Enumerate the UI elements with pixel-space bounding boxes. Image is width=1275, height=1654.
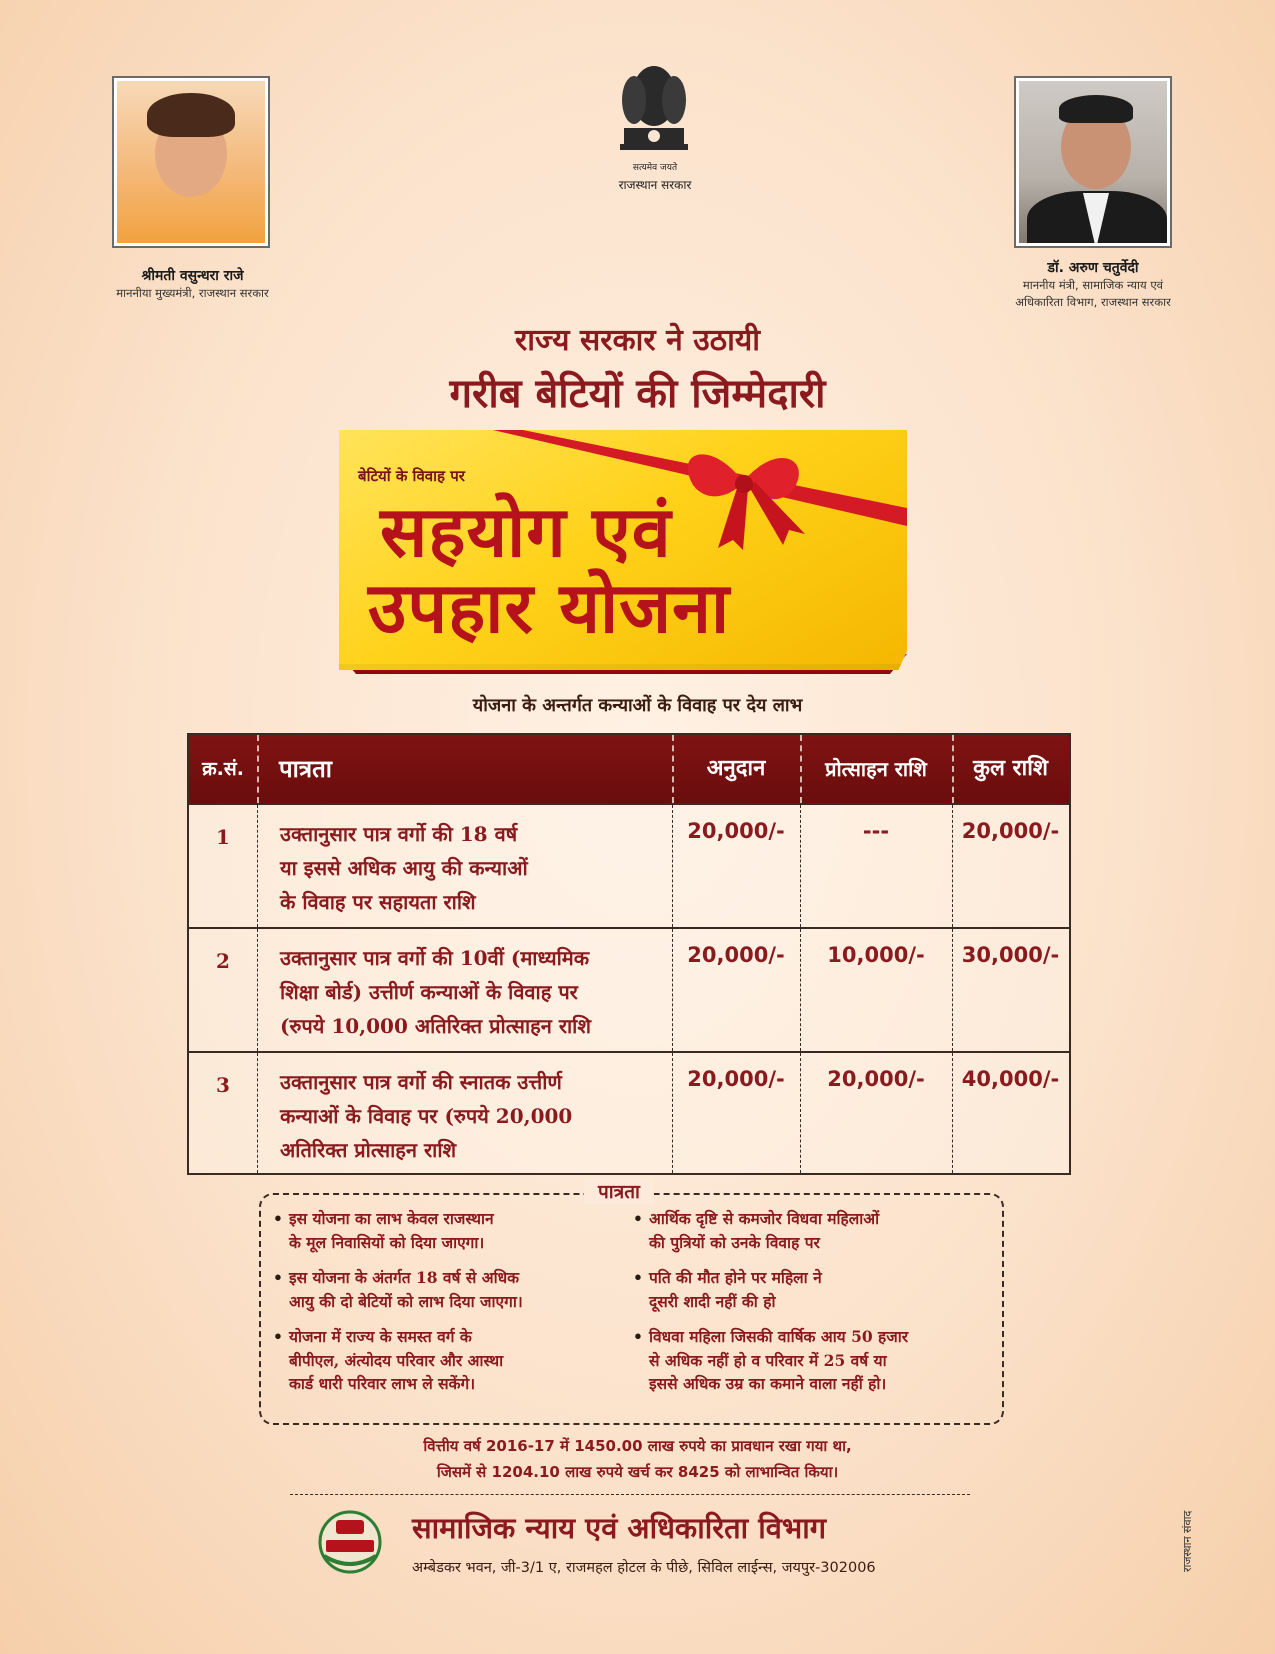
right-person-designation-1: माननीय मंत्री, सामाजिक न्याय एवं [1022,278,1164,292]
vertical-credit [1180,1480,1200,1580]
vertical-credit-text: राजस्थान संवाद [1181,1510,1194,1572]
left-person-caption [80,266,305,302]
list-item-line: इससे अधिक उम्र का कमाने वाला नहीं हो। [649,1374,887,1393]
list-item-line: के मूल निवासियों को दिया जाएगा। [289,1232,485,1252]
row-incentive: 10,000/- [827,943,925,967]
headline-line-1: राज्य सरकार ने उठायी [514,323,761,358]
eligibility-box [259,1193,1004,1425]
table-row [189,803,1069,927]
row-sno: 1 [216,825,230,849]
list-item-line: आयु की दो बेटियों को लाभ दिया जाएगा। [289,1291,523,1311]
ashoka-emblem-icon [614,56,694,162]
list-item-line: बीपीएल, अंत्योदय परिवार और आस्था [289,1350,504,1370]
scheme-subtitle: योजना के अन्तर्गत कन्याओं के विवाह पर देय लाभ [472,695,803,716]
header-total: कुल राशि [973,756,1048,781]
banner-subtitle: बेटियों के विवाह पर [358,467,465,485]
chief-minister-photo [112,76,270,248]
list-item-line: पति की मौत होने पर महिला ने [649,1268,822,1287]
row-total: 40,000/- [961,1067,1060,1091]
table-row [189,927,1069,1051]
row-grant: 20,000/- [687,1067,785,1091]
row-eligibility-line: उक्तानुसार पात्र वर्गो की 18 वर्ष [280,822,518,846]
budget-line-2: जिसमें से 1204.10 लाख रुपये खर्च कर 8425 को लाभान्वित किया। [436,1463,839,1481]
row-total: 20,000/- [961,819,1060,843]
header-sno: क्र.सं. [202,758,244,780]
row-eligibility [280,941,670,1043]
row-eligibility [280,817,670,919]
row-sno: 2 [216,949,230,973]
table-header [189,735,1069,803]
government-name: राजस्थान सरकार [618,178,692,192]
banner-title-line-2: उपहार योजना [368,567,731,649]
emblem-caption [560,160,750,193]
left-person-name: श्रीमती वसुन्धरा राजे [141,268,244,284]
eligibility-left-list [273,1207,613,1408]
list-item-line: योजना में राज्य के समस्त वर्ग के [289,1327,472,1346]
list-item: • आर्थिक दृष्टि से कमजोर विधवा महिलाओं की पुत्रियों को उनके विवाह पर [633,1207,993,1254]
right-person-designation-2: अधिकारिता विभाग, राजस्थान सरकार [1015,295,1171,309]
right-person-name: डॉ. अरुण चतुर्वेदी [1047,260,1139,276]
benefits-table [187,733,1071,1175]
list-item: • योजना में राज्य के समस्त वर्ग के बीपीएल, अंत्योदय परिवार और आस्था कार्ड धारी परिवार लाभ ले सकेंगे। [273,1325,613,1396]
row-eligibility-line: (रुपये 10,000 अतिरिक्त प्रोत्साहन राशि [280,1014,591,1038]
emblem-motto: सत्यमेव जयते [632,163,678,173]
list-item-line: की पुत्रियों को उनके विवाह पर [649,1232,820,1252]
list-item: • विधवा महिला जिसकी वार्षिक आय 50 हजार से अधिक नहीं हो व परिवार में 25 वर्ष या इससे अधिक उम्र का कमाने वाला नहीं हो। [633,1325,993,1396]
right-person-caption [962,258,1224,311]
row-eligibility-line: या इससे अधिक आयु की कन्याओं [280,856,528,880]
row-eligibility-line: उक्तानुसार पात्र वर्गो की स्नातक उत्तीर्ण [280,1070,562,1094]
row-eligibility-line: कन्याओं के विवाह पर (रुपये 20,000 [280,1104,573,1128]
list-item-line: इस योजना के अंतर्गत 18 वर्ष से अधिक [289,1268,520,1287]
list-item-line: विधवा महिला जिसकी वार्षिक आय 50 हजार [649,1327,909,1346]
department-logo-icon [318,1510,382,1574]
list-item: • इस योजना का लाभ केवल राजस्थान के मूल निवासियों को दिया जाएगा। [273,1207,613,1254]
row-grant: 20,000/- [687,819,785,843]
header-incentive: प्रोत्साहन राशि [825,757,927,781]
table-row [189,1051,1069,1173]
row-total: 30,000/- [961,943,1060,967]
list-item-line: इस योजना का लाभ केवल राजस्थान [289,1209,494,1228]
list-item-line: से अधिक नहीं हो व परिवार में 25 वर्ष या [649,1350,887,1370]
row-incentive: --- [862,819,890,843]
department-name: सामाजिक न्याय एवं अधिकारिता विभाग [412,1511,827,1545]
banner-title-line-1: सहयोग एवं [380,491,672,573]
row-sno: 3 [216,1073,230,1097]
list-item: • इस योजना के अंतर्गत 18 वर्ष से अधिक आयु की दो बेटियों को लाभ दिया जाएगा। [273,1266,613,1313]
footer-divider [290,1494,970,1495]
eligibility-title: पात्रता [584,1178,654,1204]
minister-photo [1014,76,1172,248]
headline-line-2: गरीब बेटियों की जिम्मेदारी [449,371,826,417]
row-eligibility [280,1065,670,1167]
list-item-line: दूसरी शादी नहीं की हो [649,1291,776,1311]
list-item: • पति की मौत होने पर महिला ने दूसरी शादी नहीं की हो [633,1266,993,1313]
row-eligibility-line: अतिरिक्त प्रोत्साहन राशि [280,1138,457,1162]
row-eligibility-line: के विवाह पर सहायता राशि [280,890,476,914]
row-grant: 20,000/- [687,943,785,967]
list-item-line: कार्ड धारी परिवार लाभ ले सकेंगे। [289,1374,476,1393]
list-item-line: आर्थिक दृष्टि से कमजोर विधवा महिलाओं [649,1209,880,1228]
eligibility-right-list [633,1207,993,1408]
header-grant: अनुदान [706,756,766,781]
row-eligibility-line: शिक्षा बोर्ड) उत्तीर्ण कन्याओं के विवाह पर [280,980,578,1004]
department-address: अम्बेडकर भवन, जी-3/1 ए, राजमहल होटल के पीछे, सिविल लाईन्स, जयपुर-302006 [412,1560,876,1576]
row-eligibility-line: उक्तानुसार पात्र वर्गो की 10वीं (माध्यमिक [280,946,590,970]
row-incentive: 20,000/- [827,1067,925,1091]
budget-line-1: वित्तीय वर्ष 2016-17 में 1450.00 लाख रुपये का प्रावधान रखा गया था, [423,1437,852,1455]
header-eligibility: पात्रता [279,755,332,783]
left-person-designation: माननीया मुख्यमंत्री, राजस्थान सरकार [116,286,269,300]
